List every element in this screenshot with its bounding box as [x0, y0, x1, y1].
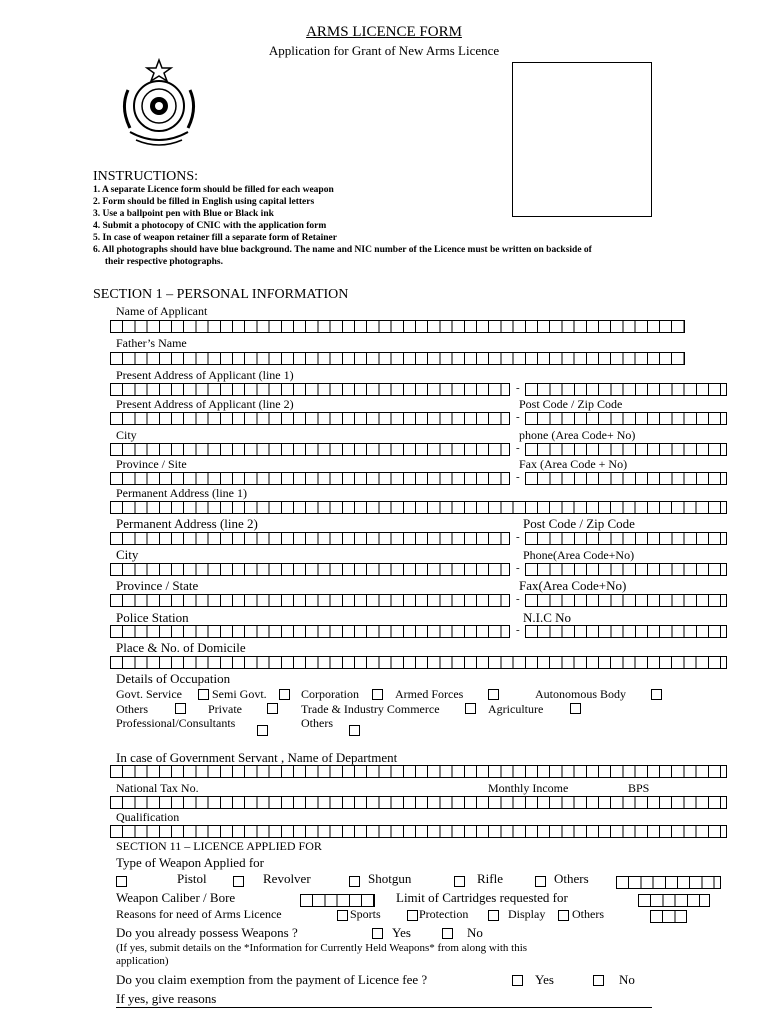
- monthly-income-label: Monthly Income: [488, 781, 569, 795]
- caliber-label: Weapon Caliber / Bore: [116, 890, 236, 905]
- weapon-type-label: Type of Weapon Applied for: [116, 855, 264, 870]
- present-address-1-label: Present Address of Applicant (line 1): [116, 368, 294, 382]
- pistol-label: Pistol: [177, 871, 207, 886]
- ntn-label: National Tax No.: [116, 781, 199, 795]
- possess-yes-label: Yes: [392, 925, 411, 940]
- nic-label: N.I.C No: [523, 610, 572, 625]
- phone-2-boxes[interactable]: [525, 563, 727, 576]
- province-label: Province / Site: [116, 457, 187, 471]
- post-code-boxes[interactable]: [525, 412, 727, 425]
- city-2-boxes[interactable]: [110, 563, 510, 576]
- dash-separator: -: [516, 593, 520, 605]
- protection-checkbox[interactable]: [407, 910, 418, 921]
- fax-label: Fax (Area Code + No): [519, 457, 628, 471]
- occupation-autonomous-body-label: Autonomous Body: [535, 687, 627, 701]
- instructions-heading: INSTRUCTIONS:: [93, 169, 199, 184]
- occupation-others-label: Others: [116, 702, 148, 716]
- permanent-address-1-boxes[interactable]: [110, 501, 727, 514]
- dash-separator: -: [516, 531, 520, 543]
- occupation-trade-industry-checkbox[interactable]: [465, 703, 476, 714]
- occupation-govt-service-label: Govt. Service: [116, 687, 182, 701]
- city-label: City: [116, 428, 137, 442]
- dash-separator: -: [516, 382, 520, 394]
- possess-note: (If yes, submit details on the *Information for Currently Held Weapons* from along with this: [116, 942, 528, 954]
- cartridges-boxes[interactable]: [638, 894, 710, 907]
- reason-others-label: Others: [572, 907, 604, 921]
- possess-note: application): [116, 955, 169, 967]
- display-checkbox[interactable]: [488, 910, 499, 921]
- revolver-checkbox[interactable]: [233, 876, 244, 887]
- fax-boxes[interactable]: [525, 472, 727, 485]
- cartridges-label: Limit of Cartridges requested for: [396, 890, 568, 905]
- possess-no-checkbox[interactable]: [442, 928, 453, 939]
- permanent-address-2-boxes[interactable]: [110, 532, 510, 545]
- present-address-1-extra-boxes[interactable]: [525, 383, 727, 396]
- instruction-item: 5. In case of weapon retainer fill a separate form of Retainer: [93, 233, 337, 243]
- police-station-label: Police Station: [116, 610, 189, 625]
- present-address-2-label: Present Address of Applicant (line 2): [116, 397, 294, 411]
- name-label: Name of Applicant: [116, 304, 208, 318]
- present-address-1-boxes[interactable]: [110, 383, 510, 396]
- phone-label: phone (Area Code+ No): [519, 428, 636, 442]
- occupation-armed-forces-checkbox[interactable]: [488, 689, 499, 700]
- occupation-autonomous-body-checkbox[interactable]: [651, 689, 662, 700]
- occupation-private-label: Private: [208, 702, 242, 716]
- fathers-name-label: Father’s Name: [116, 336, 187, 350]
- govt-department-boxes[interactable]: [110, 765, 727, 778]
- fax-2-boxes[interactable]: [525, 594, 727, 607]
- province-boxes[interactable]: [110, 472, 510, 485]
- post-code-2-label: Post Code / Zip Code: [523, 516, 635, 531]
- reasons-label: Reasons for need of Arms Licence: [116, 907, 282, 921]
- exemption-no-checkbox[interactable]: [593, 975, 604, 986]
- reason-others-checkbox[interactable]: [558, 910, 569, 921]
- instruction-item: 1. A separate Licence form should be filled for each weapon: [93, 185, 334, 195]
- dash-separator: -: [516, 562, 520, 574]
- domicile-boxes[interactable]: [110, 656, 727, 669]
- ntn-boxes[interactable]: [110, 796, 727, 809]
- permanent-address-2-label: Permanent Address (line 2): [116, 516, 258, 531]
- weapon-others-boxes[interactable]: [616, 876, 721, 889]
- caliber-boxes[interactable]: [300, 894, 375, 907]
- give-reasons-label: If yes, give reasons: [116, 991, 217, 1006]
- occupation-trade-industry-label: Trade & Industry Commerce: [301, 702, 440, 716]
- occupation-others-2-checkbox[interactable]: [349, 725, 360, 736]
- occupation-corporation-label: Corporation: [301, 687, 359, 701]
- section1-heading: SECTION 1 – PERSONAL INFORMATION: [93, 287, 349, 302]
- dash-separator: -: [516, 624, 520, 636]
- rifle-checkbox[interactable]: [454, 876, 465, 887]
- occupation-govt-service-checkbox[interactable]: [198, 689, 209, 700]
- rifle-label: Rifle: [477, 871, 503, 886]
- name-boxes[interactable]: [110, 320, 685, 333]
- dash-separator: -: [516, 442, 520, 454]
- exemption-label: Do you claim exemption from the payment of Licence fee ?: [116, 972, 428, 987]
- phone-boxes[interactable]: [525, 443, 727, 456]
- weapon-others-label: Others: [554, 871, 589, 886]
- occupation-private-checkbox[interactable]: [267, 703, 278, 714]
- instruction-item: 3. Use a ballpoint pen with Blue or Black ink: [93, 209, 274, 219]
- occupation-professional-checkbox[interactable]: [257, 725, 268, 736]
- bps-label: BPS: [628, 781, 650, 795]
- weapon-others-checkbox[interactable]: [535, 876, 546, 887]
- instruction-item: 4. Submit a photocopy of CNIC with the application form: [93, 221, 327, 231]
- city-boxes[interactable]: [110, 443, 510, 456]
- fax-2-label: Fax(Area Code+No): [519, 578, 627, 593]
- city-2-label: City: [116, 547, 139, 562]
- phone-2-label: Phone(Area Code+No): [523, 548, 635, 562]
- police-station-boxes[interactable]: [110, 625, 510, 638]
- dash-separator: -: [516, 411, 520, 423]
- occupation-semi-govt-checkbox[interactable]: [279, 689, 290, 700]
- form-subtitle: Application for Grant of New Arms Licence: [268, 43, 500, 58]
- sports-label: Sports: [350, 907, 381, 921]
- post-code-2-boxes[interactable]: [525, 532, 727, 545]
- occupation-corporation-checkbox[interactable]: [372, 689, 383, 700]
- sports-checkbox[interactable]: [337, 910, 348, 921]
- occupation-professional-label: Professional/Consultants: [116, 716, 236, 730]
- occupation-agriculture-label: Agriculture: [488, 702, 544, 716]
- section2-heading: SECTION 11 – LICENCE APPLIED FOR: [116, 839, 322, 853]
- province-2-label: Province / State: [116, 578, 199, 593]
- post-code-label: Post Code / Zip Code: [519, 397, 623, 411]
- dash-separator: -: [516, 471, 520, 483]
- pistol-checkbox[interactable]: [116, 876, 127, 887]
- fathers-name-boxes[interactable]: [110, 352, 685, 365]
- shotgun-checkbox[interactable]: [349, 876, 360, 887]
- photo-box: [512, 62, 652, 217]
- province-2-boxes[interactable]: [110, 594, 510, 607]
- instruction-item: their respective photographs.: [93, 257, 224, 267]
- exemption-yes-checkbox[interactable]: [512, 975, 523, 986]
- display-label: Display: [508, 907, 546, 921]
- possess-no-label: No: [467, 925, 483, 940]
- instruction-item: 6. All photographs should have blue background. The name and NIC number of the Licence must be written on backside of: [93, 245, 592, 255]
- qualification-label: Qualification: [116, 810, 180, 824]
- revolver-label: Revolver: [263, 871, 311, 886]
- occupation-label: Details of Occupation: [116, 671, 231, 686]
- occupation-agriculture-checkbox[interactable]: [570, 703, 581, 714]
- occupation-others-checkbox[interactable]: [175, 703, 186, 714]
- qualification-boxes[interactable]: [110, 825, 727, 838]
- form-title: ARMS LICENCE FORM: [306, 24, 462, 40]
- govt-department-label: In case of Government Servant , Name of Department: [116, 750, 398, 765]
- possess-weapons-label: Do you already possess Weapons ?: [116, 925, 298, 940]
- domicile-label: Place & No. of Domicile: [116, 640, 246, 655]
- instruction-item: 2. Form should be filled in English using capital letters: [93, 197, 315, 207]
- occupation-others-2-label: Others: [301, 716, 333, 730]
- occupation-semi-govt-label: Semi Govt.: [212, 687, 267, 701]
- occupation-armed-forces-label: Armed Forces: [395, 687, 464, 701]
- present-address-2-boxes[interactable]: [110, 412, 510, 425]
- reasons-underline[interactable]: [116, 1007, 652, 1008]
- exemption-yes-label: Yes: [535, 972, 554, 987]
- reason-others-boxes[interactable]: [650, 910, 687, 923]
- shotgun-label: Shotgun: [368, 871, 412, 886]
- nic-boxes[interactable]: [525, 625, 727, 638]
- protection-label: Protection: [419, 907, 469, 921]
- permanent-address-1-label: Permanent Address (line 1): [116, 486, 247, 500]
- government-emblem-logo: [114, 58, 204, 150]
- possess-yes-checkbox[interactable]: [372, 928, 383, 939]
- exemption-no-label: No: [619, 972, 635, 987]
